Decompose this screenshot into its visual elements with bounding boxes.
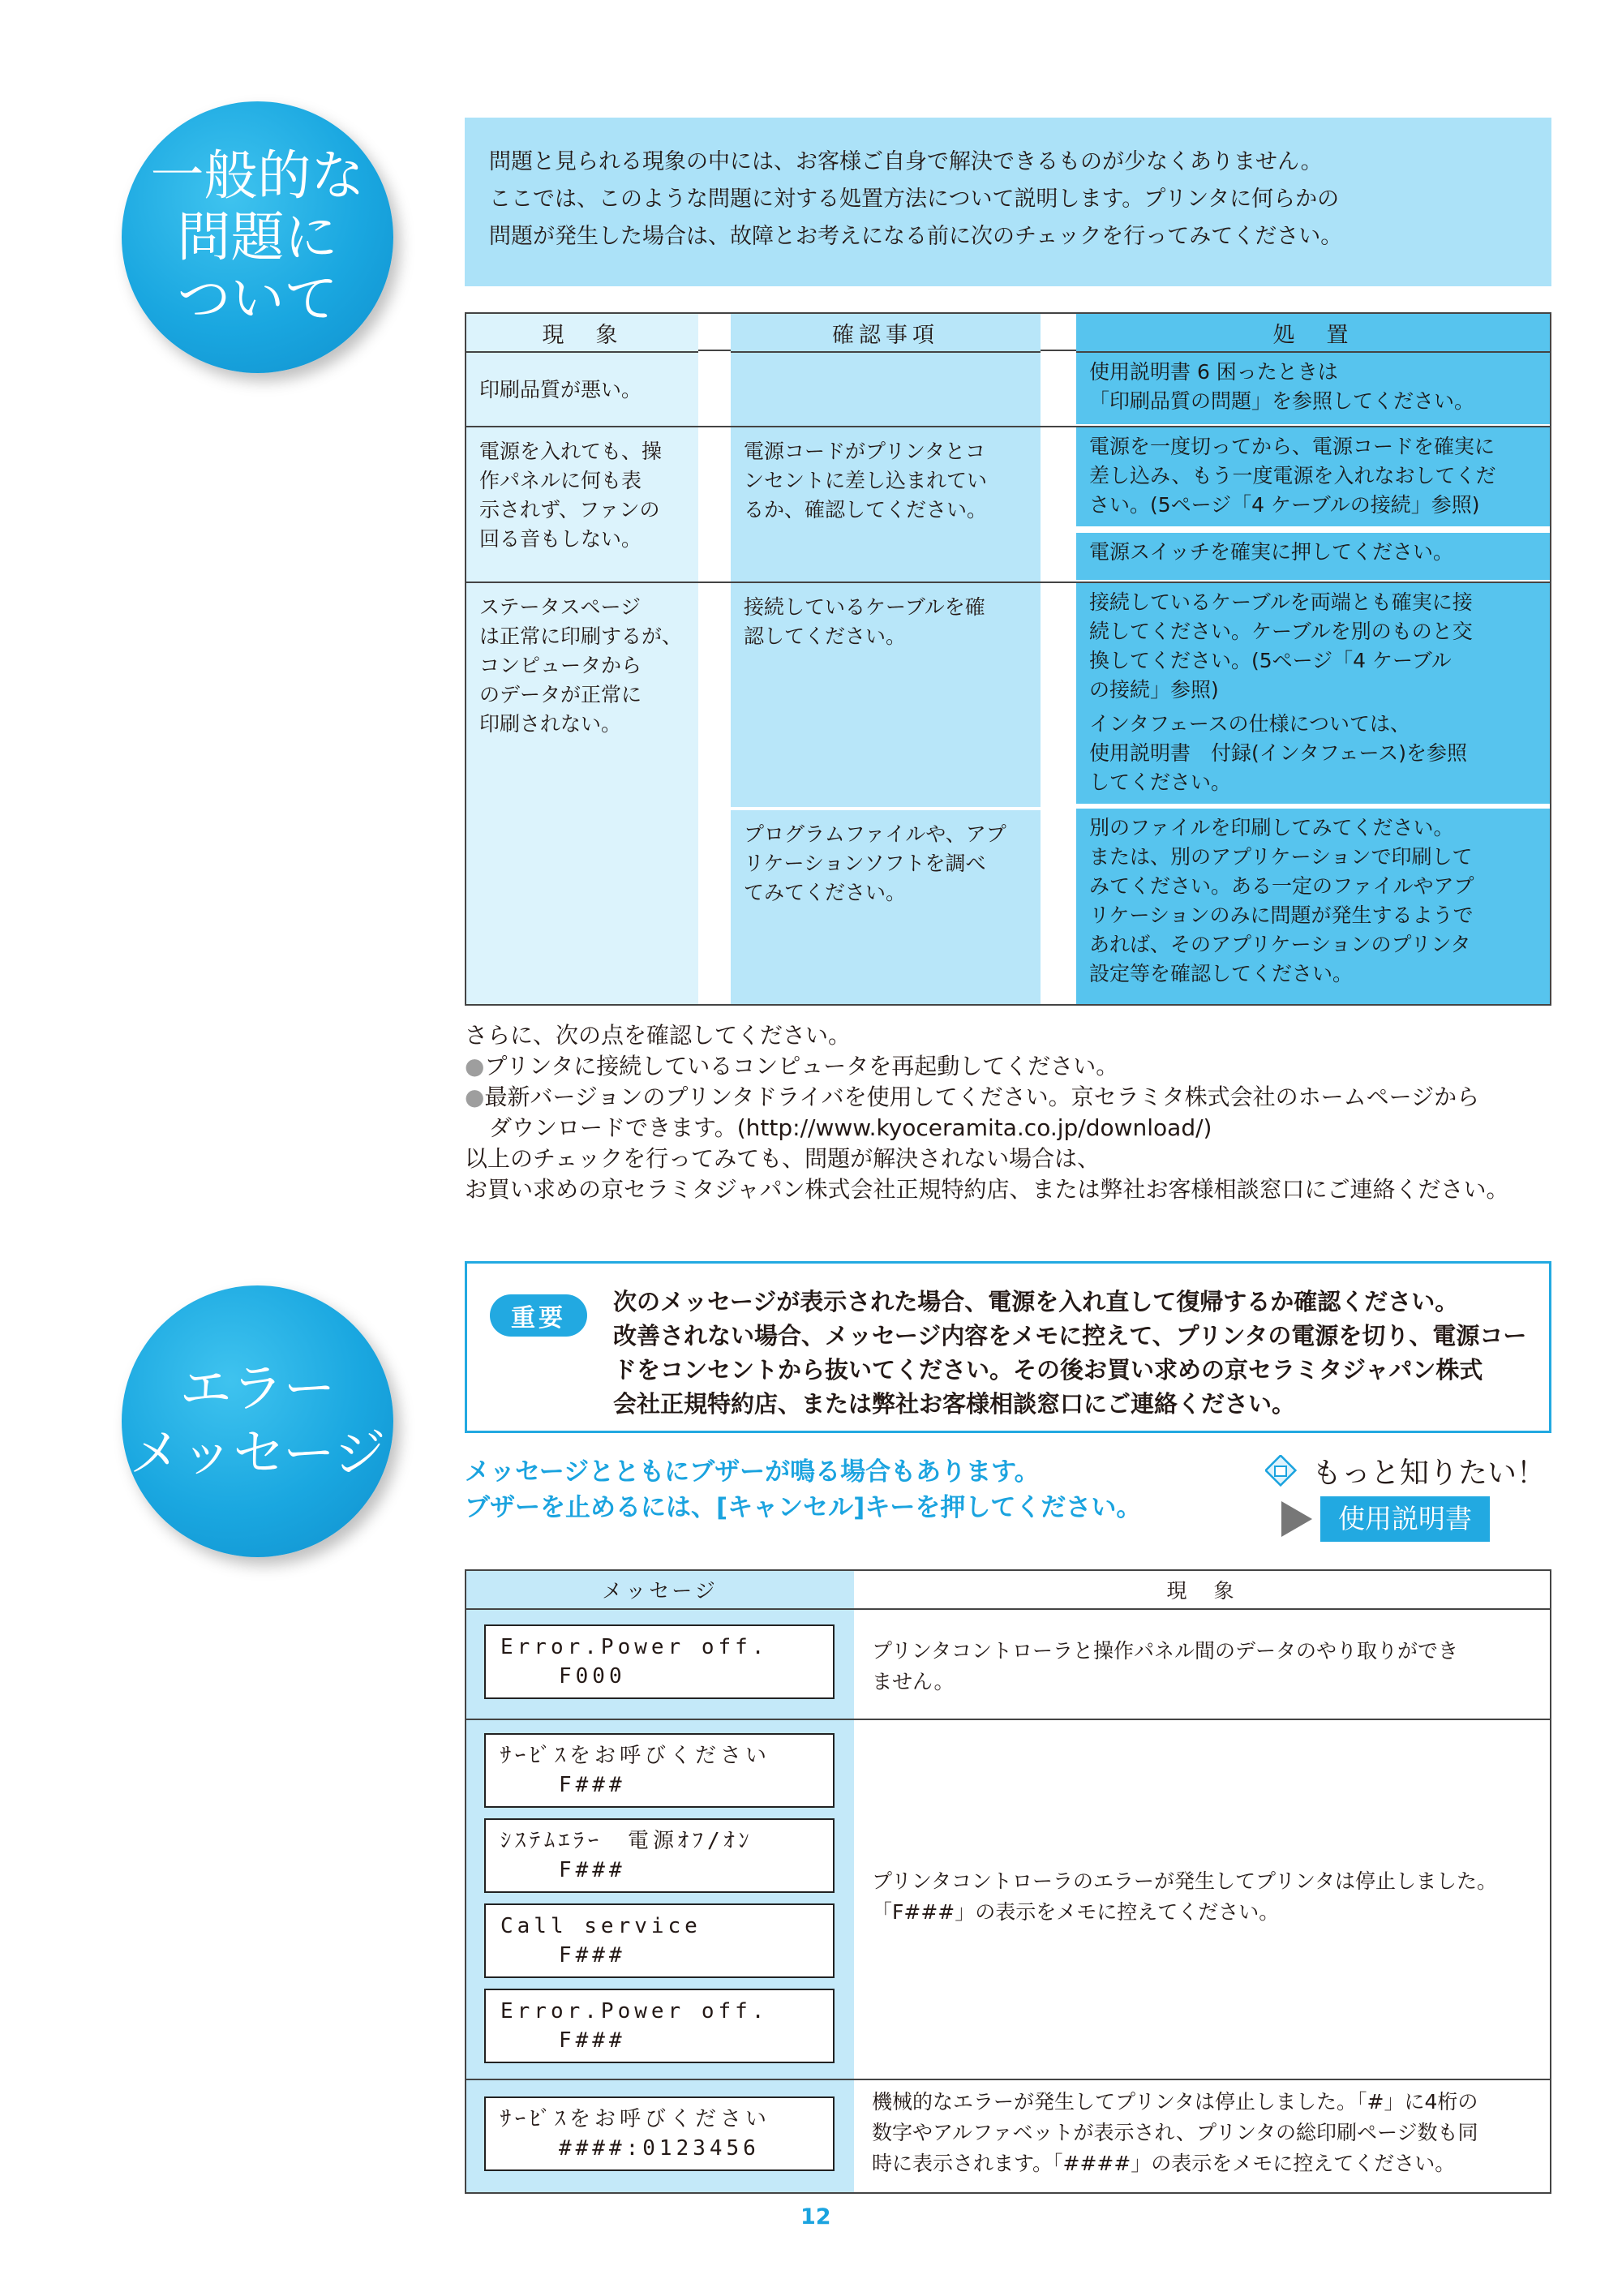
arrow-right-icon [1281,1501,1312,1537]
check-cell [731,588,1041,656]
cell-line: あれば、そのアプリケーションのプリンタ [1089,933,1471,956]
lcd-message: Error.Power off. F000 [484,1624,835,1699]
cell-line: 続してください。ケーブルを別のものと交 [1089,620,1473,643]
cell-line: 差し込み、もう一度電源を入れなおしてくだ [1089,464,1496,487]
cell-line: 換してください。(5ページ「4 ケーブル [1089,649,1452,672]
header-gap [1041,314,1076,351]
cell-line: 示されず、ファンの [479,498,660,521]
cell-line: 接続しているケーブルを確 [744,595,985,619]
more-info [1265,1450,1546,1491]
action-cell [1076,583,1550,804]
cell-line: 認してください。 [744,624,907,648]
cell-line: してください。 [1089,770,1232,794]
cell-line: の接続」参照) [1089,678,1219,702]
important-box [465,1261,1551,1433]
cell-line: プログラムファイルや、アプ [744,822,1006,846]
phenomenon-text: プリンタコントローラのエラーが発生してプリンタは停止しました。 「F###」の表示をメモに控えてください。 [872,1869,1498,1924]
header-symptom: 現 象 [466,314,698,353]
lcd-message: Error.Power off. F### [484,1989,835,2063]
circle-line: エラー [179,1358,336,1419]
intro-box [465,118,1551,286]
page-number: 12 [800,2204,831,2229]
cell-line: 作パネルに何も表 [479,469,642,492]
cell-line: 電源を入れても、操 [479,440,663,463]
cell-line: 電源スイッチを確実に押してください。 [1089,540,1454,564]
symptom-cell [466,432,698,559]
cell-line: みてください。ある一定のファイルやアプ [1089,874,1474,898]
circle-line: ついて [177,267,338,330]
notes-lead: さらに、次の点を確認してください。 [465,1022,852,1049]
important-badge: 重要 [490,1294,587,1337]
cell-line: リケーションのみに問題が発生するようで [1089,903,1474,927]
lcd-message: ｻｰﾋﾞｽをお呼びください F### [484,1733,835,1808]
check-divider [731,807,1041,810]
column-gap [1041,314,1076,1004]
cell-line: るか、確認してください。 [744,498,988,521]
cell-line: 「印刷品質の問題」を参照してください。 [1089,389,1475,413]
intro-line: 問題と見られる現象の中には、お客様ご自身で解決できるものが少なくありません。 [489,149,1323,174]
hand-pointer-icon [1265,1455,1298,1487]
section-circle-general-problems [122,101,393,373]
circle-line: メッセージ [129,1423,386,1484]
cell-line: 回る音もしない。 [479,527,642,551]
row-divider [466,2079,1550,2080]
phenomenon-text: プリンタコントローラと操作パネル間のデータのやり取りができ ません。 [872,1639,1459,1693]
check-cell [731,432,1041,530]
notes-bullet: ●最新バージョンのプリンタドライバを使用してください。京セラミタ株式会社のホームページから [465,1084,1480,1110]
bullet-icon: ● [465,1053,485,1079]
manual-link[interactable] [1281,1499,1490,1539]
symptom-cell [466,371,698,410]
troubleshooting-table [465,312,1551,1006]
cell-line: または、別のアプリケーションで印刷して [1089,845,1473,869]
cell-line: 別のファイルを印刷してみてください。 [1089,816,1454,839]
cell-line: 接続しているケーブルを両端とも確実に接 [1089,590,1473,614]
action-cell [1076,353,1550,424]
additional-checks [465,1020,1600,1205]
lcd-message: ｼｽﾃﾑｴﾗｰ 電源ｵﾌ/ｵﾝ F### [484,1818,835,1893]
cell-line: 設定等を確認してください。 [1089,962,1354,985]
cell-line: ンセントに差し込まれてい [744,469,988,492]
cell-line: さい。(5ページ「4 ケーブルの接続」参照) [1089,493,1480,517]
cell-line: コンピュータから [479,654,642,677]
bullet-icon: ● [465,1084,485,1110]
important-text: 次のメッセージが表示された場合、電源を入れ直して復帰するか確認ください。 改善されない場合、メッセージ内容をメモに控えて、プリンタの電源を切り、電源コー ドをコンセントから抜いてください。その後お買い求めの京セラミタジャパン株式 会社正規特約店、または弊社お客様相談窓口にご連絡ください。 [613,1288,1527,1418]
cell-line: 印刷されない。 [479,712,622,736]
cell-line: 電源コードがプリンタとコ [744,440,986,463]
cell-line: ステータスページ [479,595,642,619]
manual-label: 使用説明書 [1320,1496,1490,1542]
circle-line: 問題に [177,205,338,268]
cell-line: リケーションソフトを調べ [744,852,986,875]
action-cell [1076,809,1550,1004]
lcd-message: Call service F### [484,1903,835,1978]
row-divider [466,1719,1550,1720]
cell-line: 印刷品質が悪い。 [479,378,642,401]
header-gap [698,314,731,351]
intro-line: ここでは、このような問題に対する処置方法について説明します。プリンタに何らかの [489,187,1340,212]
check-cell [731,815,1041,912]
circle-line: 一般的な [150,144,365,207]
notes-tail: お買い求めの京セラミタジャパン株式会社正規特約店、または弊社お客様相談窓口にご連絡ください。 [465,1176,1509,1203]
header-phenomenon: 現 象 [854,1571,1550,1610]
phenomenon-text: 機械的なエラーが発生してプリンタは停止しました。「#」に4桁の 数字やアルファベットが表示され、プリンタの総印刷ページ数も同 時に表示されます。「####」の表示をメモに控えてください。 [872,2090,1478,2175]
intro-line: 問題が発生した場合は、故障とお考えになる前に次のチェックを行ってみてください。 [489,224,1343,249]
action-cell [1076,427,1550,526]
cell-line: インタフェースの仕様については、 [1089,712,1411,736]
action-cell [1076,533,1550,580]
lcd-message: ｻｰﾋﾞｽをお呼びください ####:0123456 [484,2096,835,2171]
cell-line: てみてください。 [744,881,907,904]
cell-line: 電源を一度切ってから、電源コードを確実に [1089,435,1495,458]
error-message-table [465,1569,1551,2194]
buzzer-note: メッセージとともにブザーが鳴る場合もあります。 ブザーを止めるには、[キャンセル]キーを押してください。 [465,1457,1142,1522]
cell-line: は正常に印刷するが、 [479,624,683,648]
section-circle-error-messages [122,1285,393,1557]
header-action: 処 置 [1076,314,1550,353]
cell-line: のデータが正常に [479,683,642,706]
notes-bullet-cont: ダウンロードできます。(http://www.kyoceramita.co.jp/download/) [489,1114,1212,1141]
header-check: 確認事項 [731,314,1041,353]
column-gap [698,314,731,1004]
symptom-cell [466,588,698,744]
more-info-label: もっと知りたい！ [1312,1457,1547,1490]
notes-tail: 以上のチェックを行ってみても、問題が解決されない場合は、 [465,1145,1101,1172]
cell-line: 使用説明書 6 困ったときは [1089,360,1338,384]
notes-bullet: ●プリンタに接続しているコンピュータを再起動してください。 [465,1053,1119,1079]
header-message: メッセージ [466,1571,854,1610]
cell-line: 使用説明書 付録(インタフェース)を参照 [1089,741,1468,765]
